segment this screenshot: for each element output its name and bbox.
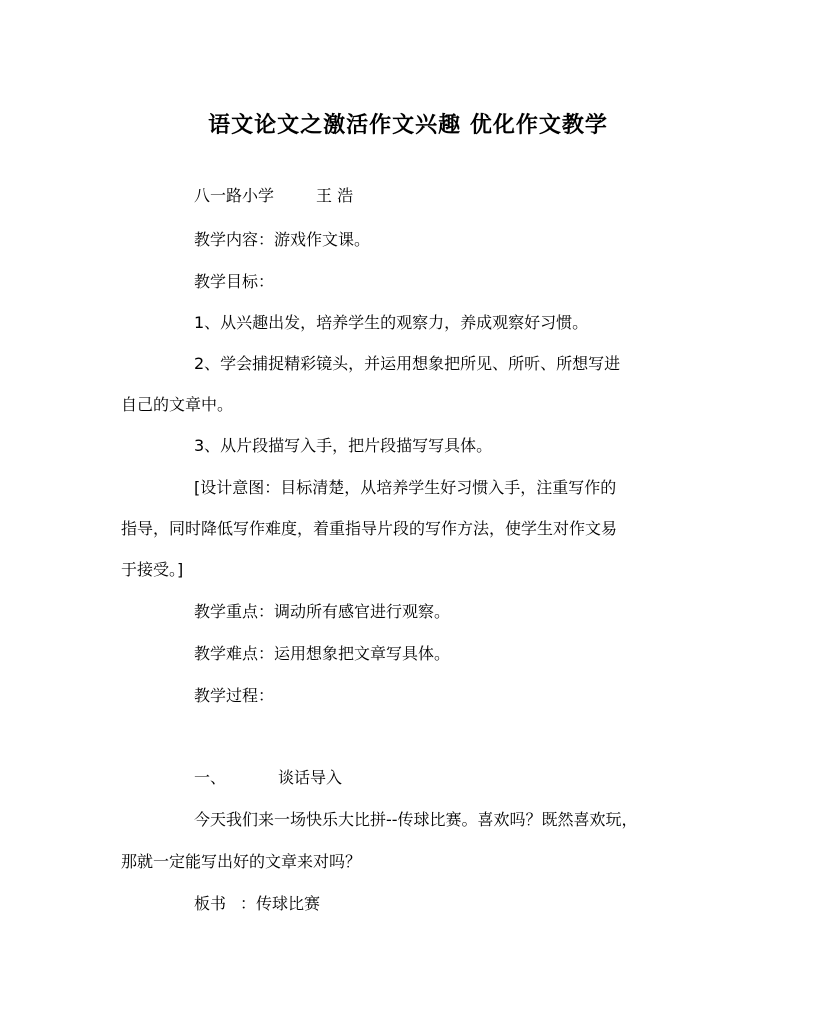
goal-2-line-1: 2、学会捕捉精彩镜头，并运用想象把所见、所听、所想写进 xyxy=(194,354,621,373)
teaching-difficulty: 教学难点：运用想象把文章写具体。 xyxy=(194,644,451,663)
board-text: ：传球比赛 xyxy=(240,894,321,913)
teaching-content: 教学内容：游戏作文课。 xyxy=(194,230,371,249)
design-intent-line-2: 指导，同时降低写作难度，着重指导片段的写作方法，使学生对作文易 xyxy=(121,519,618,538)
section-1-number: 一、 xyxy=(194,768,227,787)
document-title: 语文论文之激活作文兴趣 优化作文教学 xyxy=(208,112,608,138)
author-school: 八一路小学 xyxy=(194,186,275,205)
teaching-key-point: 教学重点：调动所有感官进行观察。 xyxy=(194,602,451,621)
author-line xyxy=(194,186,353,206)
section-1-title: 谈话导入 xyxy=(278,768,343,787)
teaching-process-heading: 教学过程： xyxy=(194,686,275,705)
goal-1: 1、从兴趣出发，培养学生的观察力，养成观察好习惯。 xyxy=(194,313,589,332)
author-name: 王 浩 xyxy=(316,186,354,205)
board-label: 板书 xyxy=(194,894,227,913)
intro-line-2: 那就一定能写出好的文章来对吗？ xyxy=(121,852,362,871)
design-intent-line-3: 于接受。] xyxy=(121,560,184,579)
design-intent-line-1: [设计意图：目标清楚，从培养学生好习惯入手，注重写作的 xyxy=(194,478,617,497)
board-writing xyxy=(194,894,320,914)
goal-3: 3、从片段描写入手，把片段描写写具体。 xyxy=(194,436,493,455)
section-1-heading xyxy=(194,768,342,788)
intro-line-1: 今天我们来一场快乐大比拼--传球比赛。喜欢吗？既然喜欢玩， xyxy=(194,810,638,829)
goal-2-line-2: 自己的文章中。 xyxy=(121,395,234,414)
teaching-goals-heading: 教学目标： xyxy=(194,272,275,291)
